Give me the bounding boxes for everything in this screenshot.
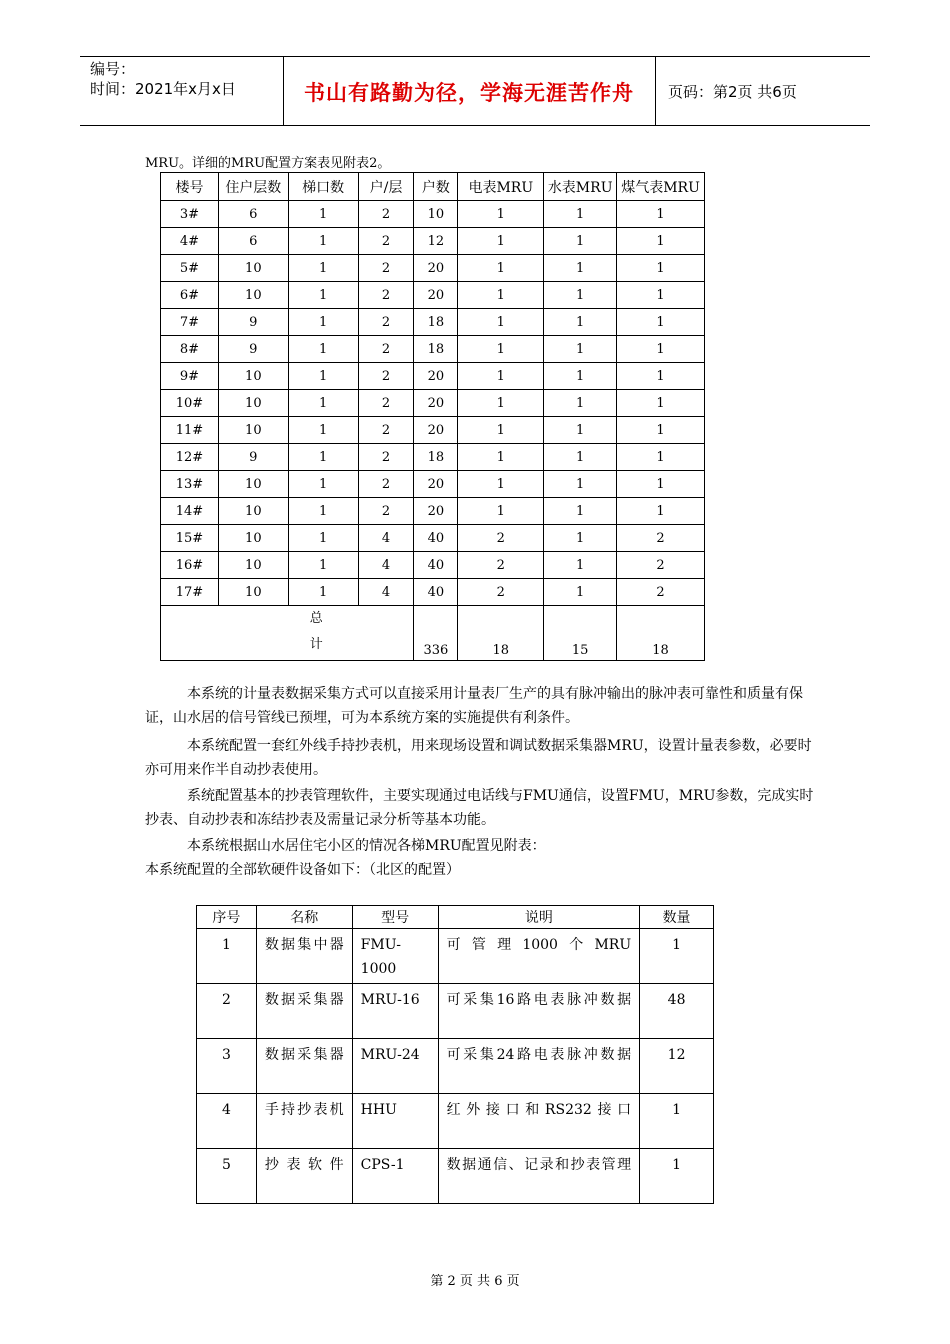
table-cell: 1 xyxy=(458,201,544,228)
equipment-table xyxy=(196,905,714,1204)
table-cell: 数据通信、记录和抄表管理 xyxy=(438,1149,640,1204)
paragraph-1: 本系统的计量表数据采集方式可以直接采用计量表厂生产的具有脉冲输出的脉冲表可靠性和质量有保证，山水居的信号管线已预埋，可为本系统方案的实施提供有利条件。 xyxy=(145,686,803,726)
table-cell: 1 xyxy=(288,417,358,444)
table-cell: 2 xyxy=(358,255,414,282)
header-meta xyxy=(90,59,236,99)
table-row xyxy=(197,984,714,1039)
table-cell: 1 xyxy=(288,255,358,282)
table-cell: 6 xyxy=(218,228,288,255)
table-cell: 18 xyxy=(414,336,458,363)
table-cell: 1 xyxy=(640,1094,714,1149)
table-row xyxy=(197,1039,714,1094)
table-cell: MRU-24 xyxy=(352,1039,438,1094)
table-cell: 9 xyxy=(218,309,288,336)
table-cell: 2 xyxy=(358,498,414,525)
table-row xyxy=(161,552,705,579)
table-cell: 20 xyxy=(414,363,458,390)
column-header: 住户层数 xyxy=(218,173,288,201)
table-cell: 14# xyxy=(161,498,219,525)
table-cell: 20 xyxy=(414,471,458,498)
table-cell: 15# xyxy=(161,525,219,552)
table-row xyxy=(197,1149,714,1204)
table-cell: 1 xyxy=(544,309,617,336)
table-cell: 2 xyxy=(458,579,544,606)
table-row xyxy=(161,390,705,417)
column-header: 序号 xyxy=(197,906,257,929)
table-cell: 18 xyxy=(414,309,458,336)
table-cell: 1 xyxy=(458,282,544,309)
table-cell: 1 xyxy=(458,228,544,255)
table-cell: 11# xyxy=(161,417,219,444)
table-cell: 1 xyxy=(617,336,705,363)
table-cell: 1 xyxy=(544,363,617,390)
table-cell: 4# xyxy=(161,228,219,255)
table-cell: 1 xyxy=(288,309,358,336)
table-cell: 2 xyxy=(358,444,414,471)
table-cell: 9# xyxy=(161,363,219,390)
table-cell: 1 xyxy=(458,336,544,363)
header-page-label: 页码：第2页 共6页 xyxy=(668,83,797,101)
table-cell: 2 xyxy=(358,282,414,309)
table-row xyxy=(161,444,705,471)
table-cell: 数据采集器 xyxy=(256,984,352,1039)
serial-label: 编号： xyxy=(90,60,136,78)
table-cell: 10 xyxy=(218,471,288,498)
total-row xyxy=(161,606,705,661)
table-cell: 4 xyxy=(197,1094,257,1149)
table-cell: 1 xyxy=(617,498,705,525)
column-header: 名称 xyxy=(256,906,352,929)
table-cell: 1 xyxy=(458,498,544,525)
table-cell: 2 xyxy=(617,552,705,579)
table-cell: 9 xyxy=(218,336,288,363)
table-row xyxy=(161,498,705,525)
table-cell: 1 xyxy=(458,471,544,498)
table-cell: 4 xyxy=(358,579,414,606)
table-cell: HHU xyxy=(352,1094,438,1149)
table-cell: 20 xyxy=(414,417,458,444)
table-cell: 1 xyxy=(617,255,705,282)
table-cell: 1 xyxy=(288,201,358,228)
table-cell: 1 xyxy=(458,255,544,282)
table-cell: 18 xyxy=(414,444,458,471)
table-cell: 1 xyxy=(617,309,705,336)
table-cell: 2 xyxy=(358,390,414,417)
table-row xyxy=(161,363,705,390)
table-cell: 2 xyxy=(358,309,414,336)
table-cell: 1 xyxy=(617,363,705,390)
table-cell: 2 xyxy=(358,228,414,255)
total-label: 总 xyxy=(309,611,323,626)
table-cell: 13# xyxy=(161,471,219,498)
table-cell: 10 xyxy=(218,525,288,552)
table-cell: FMU-1000 xyxy=(352,929,438,984)
mru-config-table xyxy=(160,172,705,661)
column-header: 说明 xyxy=(438,906,640,929)
table-cell: 1 xyxy=(288,336,358,363)
table-cell: 6 xyxy=(218,201,288,228)
table-cell: 20 xyxy=(414,255,458,282)
column-header: 电表MRU xyxy=(458,173,544,201)
table-cell: 7# xyxy=(161,309,219,336)
table-row xyxy=(161,201,705,228)
table-cell: 抄表软件 xyxy=(256,1149,352,1204)
table-cell: 3# xyxy=(161,201,219,228)
table-cell: 2 xyxy=(358,363,414,390)
table-cell: 10 xyxy=(218,417,288,444)
table-cell: 1 xyxy=(544,417,617,444)
table-cell: 1 xyxy=(288,444,358,471)
table-cell: 1 xyxy=(288,579,358,606)
table-cell: 1 xyxy=(544,228,617,255)
table-cell: 2 xyxy=(458,525,544,552)
table-cell: 1 xyxy=(544,336,617,363)
table-cell: 可管理1000个MRU xyxy=(438,929,640,984)
column-header: 户/层 xyxy=(358,173,414,201)
table-cell: 48 xyxy=(640,984,714,1039)
table-cell: 1 xyxy=(544,201,617,228)
table-cell: 2 xyxy=(358,201,414,228)
total-elec: 18 xyxy=(458,606,544,661)
date-label: 时间：2021年x月x日 xyxy=(90,80,236,98)
paragraph-2: 本系统配置一套红外线手持抄表机，用来现场设置和调试数据采集器MRU，设置计量表参数，必要时亦可用来作半自动抄表使用。 xyxy=(145,738,812,778)
table-cell: 1 xyxy=(617,417,705,444)
table-cell: 手持抄表机 xyxy=(256,1094,352,1149)
table-header-row xyxy=(197,906,714,929)
table-row xyxy=(161,525,705,552)
table-cell: 10 xyxy=(218,552,288,579)
table-cell: 6# xyxy=(161,282,219,309)
table-cell: 1 xyxy=(458,444,544,471)
table-cell: 1 xyxy=(544,444,617,471)
table-row xyxy=(161,255,705,282)
table-cell: 2 xyxy=(617,525,705,552)
table-cell: 2 xyxy=(617,579,705,606)
table-row xyxy=(161,309,705,336)
total-label: 计 xyxy=(309,637,323,652)
table-cell: 10# xyxy=(161,390,219,417)
table-cell: 1 xyxy=(197,929,257,984)
table-cell: 1 xyxy=(544,255,617,282)
table-cell: 1 xyxy=(458,363,544,390)
table-cell: 1 xyxy=(640,929,714,984)
table-row xyxy=(161,417,705,444)
table-cell: 1 xyxy=(458,309,544,336)
table-cell: 2 xyxy=(358,471,414,498)
table-cell: 8# xyxy=(161,336,219,363)
table-cell: 1 xyxy=(544,282,617,309)
table-cell: 4 xyxy=(358,525,414,552)
table-cell: 可采集24路电表脉冲数据 xyxy=(438,1039,640,1094)
table-cell: 1 xyxy=(288,282,358,309)
column-header: 数量 xyxy=(640,906,714,929)
table-cell: 1 xyxy=(617,228,705,255)
table-cell: 10 xyxy=(218,390,288,417)
table-row xyxy=(161,228,705,255)
column-header: 水表MRU xyxy=(544,173,617,201)
table-cell: 1 xyxy=(544,579,617,606)
table-cell: 红外接口和RS232接口 xyxy=(438,1094,640,1149)
column-header: 户数 xyxy=(414,173,458,201)
table-cell: 1 xyxy=(640,1149,714,1204)
table-cell: 1 xyxy=(288,552,358,579)
column-header: 梯口数 xyxy=(288,173,358,201)
page-header xyxy=(80,56,870,126)
table-cell: 40 xyxy=(414,525,458,552)
table-cell: 10 xyxy=(414,201,458,228)
table-cell: 1 xyxy=(288,228,358,255)
table-row xyxy=(161,282,705,309)
table-cell: MRU-16 xyxy=(352,984,438,1039)
table-cell: 5# xyxy=(161,255,219,282)
column-header: 煤气表MRU xyxy=(617,173,705,201)
table-cell: 数据采集器 xyxy=(256,1039,352,1094)
paragraph-4: 本系统根据山水居住宅小区的情况各梯MRU配置见附表： xyxy=(187,838,546,854)
table-cell: 10 xyxy=(218,363,288,390)
table-cell: 12 xyxy=(640,1039,714,1094)
header-motto: 书山有路勤为径，学海无涯苦作舟 xyxy=(304,81,634,105)
table-cell: 2 xyxy=(458,552,544,579)
table-cell: 10 xyxy=(218,255,288,282)
table-cell: 2 xyxy=(197,984,257,1039)
total-water: 15 xyxy=(544,606,617,661)
table-cell: 10 xyxy=(218,498,288,525)
table-cell: 4 xyxy=(358,552,414,579)
table-row xyxy=(197,1094,714,1149)
table-cell: 17# xyxy=(161,579,219,606)
table-cell: 可采集16路电表脉冲数据 xyxy=(438,984,640,1039)
table-cell: 1 xyxy=(617,390,705,417)
total-households: 336 xyxy=(414,606,458,661)
table-cell: 1 xyxy=(544,471,617,498)
table-cell: 20 xyxy=(414,390,458,417)
table-cell: 1 xyxy=(458,390,544,417)
header-divider xyxy=(655,57,656,125)
table-cell: 3 xyxy=(197,1039,257,1094)
table-row xyxy=(161,471,705,498)
table-row xyxy=(161,336,705,363)
table-cell: 1 xyxy=(288,363,358,390)
table-cell: 40 xyxy=(414,579,458,606)
column-header: 楼号 xyxy=(161,173,219,201)
table-cell: 1 xyxy=(288,525,358,552)
table-header-row xyxy=(161,173,705,201)
table-cell: 1 xyxy=(544,390,617,417)
table-cell: 1 xyxy=(617,282,705,309)
table-cell: 1 xyxy=(458,417,544,444)
table-cell: 2 xyxy=(358,417,414,444)
paragraph-3: 系统配置基本的抄表管理软件，主要实现通过电话线与FMU通信，设置FMU，MRU参数，完成实时抄表、自动抄表和冻结抄表及需量记录分析等基本功能。 xyxy=(145,788,814,828)
table-cell: 40 xyxy=(414,552,458,579)
table-cell: CPS-1 xyxy=(352,1149,438,1204)
table-cell: 9 xyxy=(218,444,288,471)
table-cell: 12# xyxy=(161,444,219,471)
table-cell: 1 xyxy=(617,444,705,471)
table-cell: 1 xyxy=(288,390,358,417)
table-cell: 20 xyxy=(414,498,458,525)
column-header: 型号 xyxy=(352,906,438,929)
table-cell: 10 xyxy=(218,579,288,606)
table-cell: 16# xyxy=(161,552,219,579)
intro-text: MRU。详细的MRU配置方案表见附表2。 xyxy=(145,156,391,171)
total-label-cell xyxy=(161,606,414,661)
table-cell: 12 xyxy=(414,228,458,255)
table-cell: 1 xyxy=(544,525,617,552)
table-cell: 5 xyxy=(197,1149,257,1204)
table-cell: 1 xyxy=(544,552,617,579)
total-gas: 18 xyxy=(617,606,705,661)
table-cell: 10 xyxy=(218,282,288,309)
paragraph-5: 本系统配置的全部软硬件设备如下：（北区的配置） xyxy=(145,862,460,878)
table-row xyxy=(161,579,705,606)
table-cell: 1 xyxy=(288,471,358,498)
table-cell: 数据集中器 xyxy=(256,929,352,984)
table-cell: 1 xyxy=(617,471,705,498)
page-footer: 第 2 页 共 6 页 xyxy=(430,1274,520,1289)
table-cell: 20 xyxy=(414,282,458,309)
table-cell: 1 xyxy=(617,201,705,228)
table-row xyxy=(197,929,714,984)
table-cell: 1 xyxy=(288,498,358,525)
table-cell: 2 xyxy=(358,336,414,363)
table-cell: 1 xyxy=(544,498,617,525)
